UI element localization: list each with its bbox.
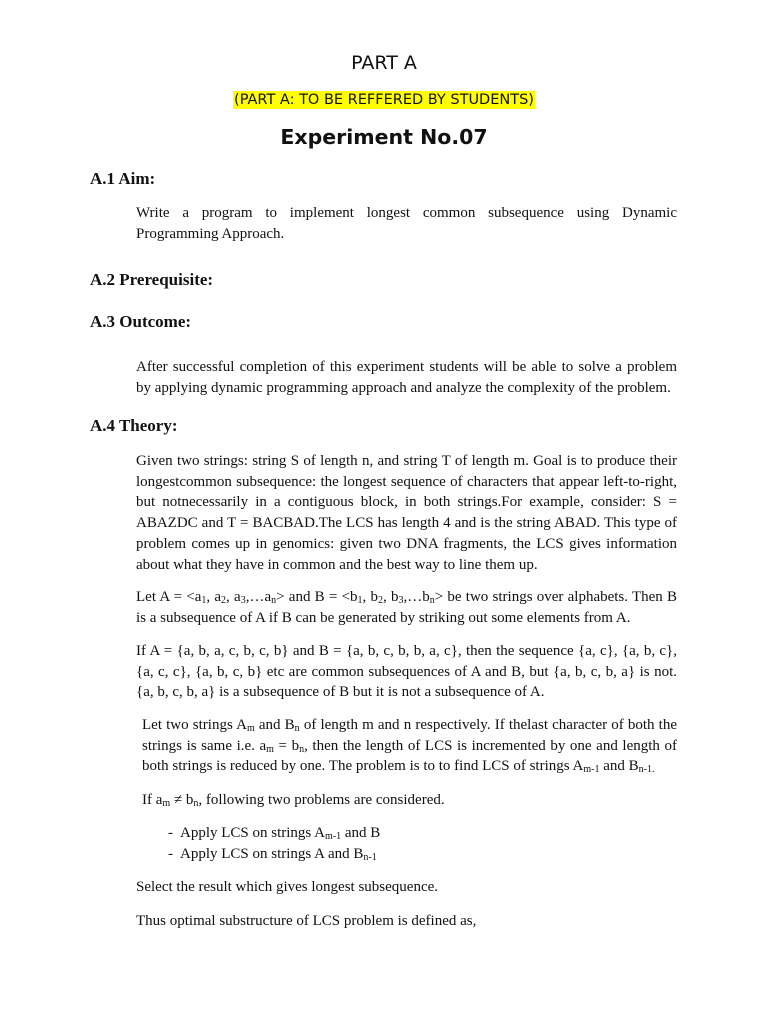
- part-title: PART A: [351, 52, 417, 74]
- theory-paragraph-7: Thus optimal substructure of LCS problem is defined as,: [136, 913, 477, 929]
- subproblem-list: [168, 823, 380, 864]
- theory-paragraph-5: If $a_m \ne b_n$, following two problems are considered.: [142, 792, 445, 809]
- aim-heading: A.1 Aim:: [90, 169, 156, 188]
- outcome-heading: A.3 Outcome:: [90, 312, 192, 331]
- theory-paragraph-6: Select the result which gives longest subsequence.: [136, 879, 439, 895]
- list-item: - Apply LCS on strings A and $B_{n-1}$: [168, 844, 380, 865]
- experiment-title: Experiment No.07: [280, 125, 488, 149]
- theory-paragraph-1: Given two strings: string S of length n, and string T of length m. Goal is to produce their longestcommon subsequence: the longest sequence of characters that appear left-to-right, but notnecessarily in a contiguous block, in both strings.For example, consider: S = ABAZDC and T = BACBAD.The LCS has length 4 and is the string ABAD. This type of problem comes up in genomics: given two DNA fragments, the LCS gives information about what they have in common and the best way to line them up.: [136, 453, 677, 573]
- theory-paragraph-3: If A = {a, b, a, c, b, c, b} and B = {a, b, c, b, b, a, c}, then the sequence {a, c}, {a, b, c}, {a, c, c}, {a, b, c, b} etc are common subsequences of A and B, but {a, b, c, b, a} is not. {a, b, c, b, a} is a subsequence of B but it is not a subsequence of A.: [136, 643, 677, 701]
- theory-paragraph-2: Let $A = <a_1$, $a_2$, $a_3,\dots a_n>$ and $B = <b_1$, $b_2$, $b_3,\dots b_n>$ be two strings over alphabets. Then B is a subsequence of A if B can be generated by striking out some elements from A.: [136, 589, 678, 626]
- theory-paragraph-4: Let two strings $A_m$ and $B_n$ of length m and n respectively. If thelast character of both the strings is same i.e. $a_m = b_n$, then the length of LCS is incremented by one and length of both strings is reduced by one. The problem is to to find LCS of strings $A_{m-1}$ and $B_{n-1.}$: [142, 717, 678, 776]
- aim-text: Write a program to implement longest common subsequence using Dynamic Programming Approach.: [136, 205, 677, 242]
- subtitle-banner: [0, 92, 768, 108]
- outcome-text: After successful completion of this experiment students will be able to solve a problem by applying dynamic programming approach and analyze the complexity of the problem.: [136, 359, 677, 396]
- subtitle-highlight: (PART A: TO BE REFFERED BY STUDENTS): [234, 92, 534, 108]
- theory-heading: A.4 Theory:: [90, 416, 178, 435]
- prerequisite-heading: A.2 Prerequisite:: [90, 270, 214, 289]
- list-item: - Apply LCS on strings $A_{m-1}$ and B: [168, 823, 380, 844]
